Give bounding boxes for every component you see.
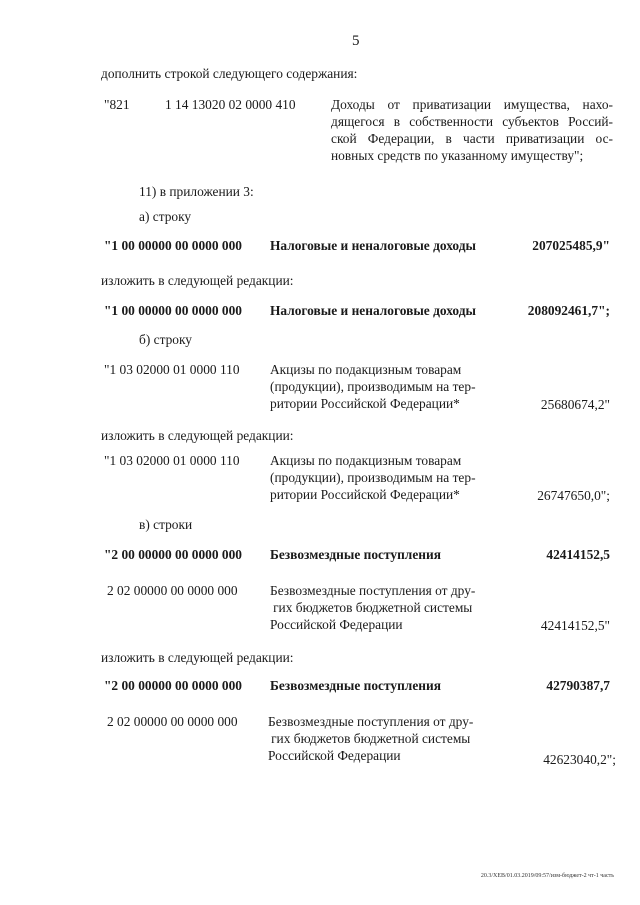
row-b-new-text: [270, 452, 476, 503]
row-b-old-text: [270, 361, 476, 412]
row-v2-old-value: 42414152,5": [540, 618, 610, 633]
row-v2-new-text-line: Российской Федерации: [268, 748, 401, 763]
intro-text: дополнить строкой следующего содержания:: [101, 66, 358, 81]
row-v2-new-code: 2 02 00000 00 0000 000: [107, 714, 238, 729]
row-v2-old-text-line: Российской Федерации: [270, 617, 403, 632]
row-a-old-name: Налоговые и неналоговые доходы: [270, 238, 476, 253]
sub-a-heading: а) строку: [139, 209, 192, 224]
row-v1-new-value: 42790387,7: [546, 678, 610, 693]
sub-b-heading: б) строку: [139, 332, 192, 347]
row-b-new-text-line: Акцизы по подакцизным товарам: [270, 453, 462, 468]
row-b-old-text-line: ритории Российской Федерации*: [270, 396, 460, 411]
row-821-code-a: "821: [104, 97, 130, 112]
row-v2-old-text-line: гих бюджетов бюджетной системы: [273, 600, 473, 615]
row-a-old-value: 207025485,9": [532, 238, 610, 253]
row-v2-new-value: 42623040,2";: [543, 752, 616, 767]
row-a-new-value-text: 208092461,7";: [527, 303, 610, 318]
row-821-text-line: дящегося в собственности субъектов Россий-: [331, 114, 613, 129]
row-v2-new-text-line: Безвозмездные поступления от дру-: [268, 714, 474, 729]
row-b-new-text-line: (продукции), производимым на тер-: [270, 470, 476, 485]
row-v1-old-name: Безвозмездные поступления: [270, 547, 441, 562]
row-a-old-code: "1 00 00000 00 0000 000: [104, 238, 242, 253]
row-821-text-line: новных средств по указанному имуществу";: [331, 148, 584, 163]
row-a-new-code: "1 00 00000 00 0000 000: [104, 303, 242, 318]
row-b-old-text-line: Акцизы по подакцизным товарам: [270, 362, 462, 377]
row-v2-new-text-line: гих бюджетов бюджетной системы: [271, 731, 471, 746]
redaction-heading: изложить в следующей редакции:: [101, 273, 294, 288]
row-v1-new-code: "2 00 00000 00 0000 000: [104, 678, 242, 693]
row-v2-old-code: 2 02 00000 00 0000 000: [107, 583, 238, 598]
redaction-heading: изложить в следующей редакции:: [101, 650, 294, 665]
row-v2-new-text: [268, 713, 473, 764]
row-v2-old-text: [270, 582, 475, 633]
row-821-text-line: Доходы от приватизации имущества, нахо-: [331, 97, 613, 112]
row-a-new-name: Налоговые и неналоговые доходы: [270, 303, 476, 318]
page-number: 5: [352, 33, 360, 49]
row-b-new-text-line: ритории Российской Федерации*: [270, 487, 460, 502]
row-b-new-value: 26747650,0";: [537, 488, 610, 503]
item-11-heading: 11) в приложении 3:: [139, 184, 254, 199]
row-821-code-b: 1 14 13020 02 0000 410: [165, 97, 296, 112]
row-v2-old-text-line: Безвозмездные поступления от дру-: [270, 583, 476, 598]
footer-reference: 20.3/ХЕВ/01.03.2019/09:57/изм-бюджет-2 чт-1 часть: [480, 873, 614, 879]
row-v1-new-name: Безвозмездные поступления: [270, 678, 441, 693]
sub-v-heading: в) строки: [139, 517, 193, 532]
row-v1-old-code: "2 00 00000 00 0000 000: [104, 547, 242, 562]
row-b-old-text-line: (продукции), производимым на тер-: [270, 379, 476, 394]
row-b-new-code: "1 03 02000 01 0000 110: [104, 453, 240, 468]
row-821-text: [331, 96, 613, 164]
row-v1-old-value: 42414152,5: [546, 547, 610, 562]
row-a-new-value: [528, 302, 610, 319]
row-b-old-code: "1 03 02000 01 0000 110: [104, 362, 240, 377]
row-b-old-value: 25680674,2": [540, 397, 610, 412]
redaction-heading: изложить в следующей редакции:: [101, 428, 294, 443]
row-821-text-line: ской Федерации, в части приватизации ос-: [331, 131, 613, 146]
